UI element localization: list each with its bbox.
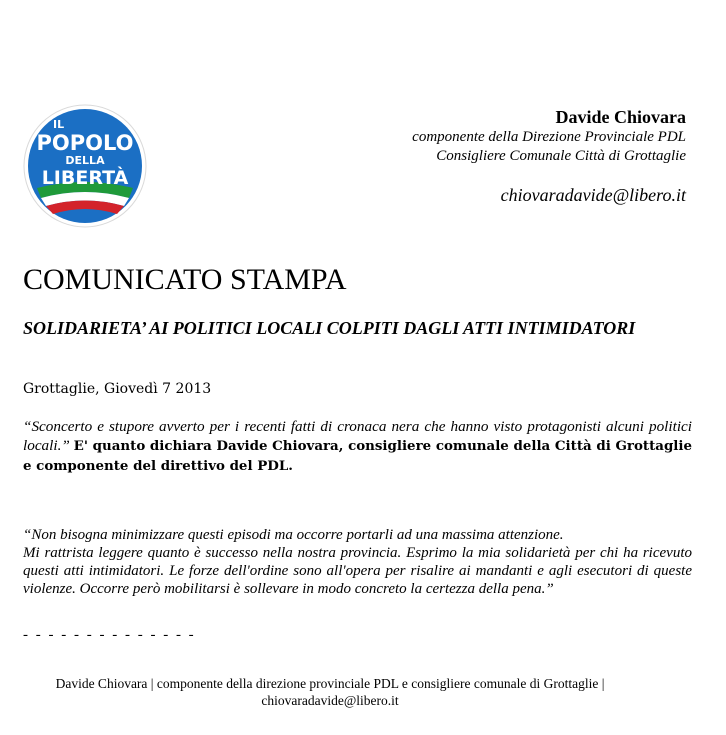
logo-text-il: IL — [53, 118, 65, 131]
footer-email[interactable]: chiovaradavide@libero.it — [261, 693, 399, 708]
author-role-council: Consigliere Comunale Città di Grottaglie — [436, 148, 686, 164]
author-role-provincial: componente della Direzione Provinciale PDL — [412, 129, 686, 145]
logo-text-liberta: LIBERTÀ — [41, 167, 129, 189]
document-title: COMUNICATO STAMPA — [23, 263, 347, 296]
logo-text-popolo: POPOLO — [36, 131, 134, 155]
author-name: Davide Chiovara — [555, 107, 686, 127]
intro-quote: “Sconcerto e stupore avverto per i recenti fatti di cronaca nera che hanno visto protagonisti alcuni politici locali.” — [23, 418, 692, 454]
statement-line-1: “Non bisogna minimizzare questi episodi ma occorre portarli ad una massima attenzione. — [23, 527, 564, 543]
intro-attribution: E' quanto dichiara Davide Chiovara, consigliere comunale della Città di Grottaglie e componente del direttivo del PDL. — [23, 438, 692, 474]
paragraph-statement — [23, 526, 692, 598]
pdl-logo — [23, 104, 147, 228]
pdl-logo-icon — [23, 104, 147, 228]
statement-line-2: Mi rattrista leggere quanto è successo nella nostra provincia. Esprimo la mia solidarietà per chi ha ricevuto questi atti intimidatori. Le forze dell'ordine sono all'opera per risalire ai mandanti e agli esecutori di queste violenze. Occorre però mobilitarsi è sollevare in modo concreto la certezza della pena.” — [23, 545, 692, 597]
author-email[interactable]: chiovaradavide@libero.it — [500, 185, 686, 205]
page-footer — [0, 675, 660, 709]
press-headline: SOLIDARIETA’ AI POLITICI LOCALI COLPITI DAGLI ATTI INTIMIDATORI — [23, 318, 636, 338]
footer-line-1: Davide Chiovara | componente della direzione provinciale PDL e consigliere comunale di Grottaglie | — [55, 676, 605, 691]
logo-text-della: DELLA — [65, 154, 105, 167]
author-header — [412, 106, 686, 206]
dateline: Grottaglie, Giovedì 7 2013 — [23, 381, 212, 397]
paragraph-intro — [23, 417, 692, 476]
dashed-divider: - - - - - - - - - - - - - - — [23, 627, 196, 643]
